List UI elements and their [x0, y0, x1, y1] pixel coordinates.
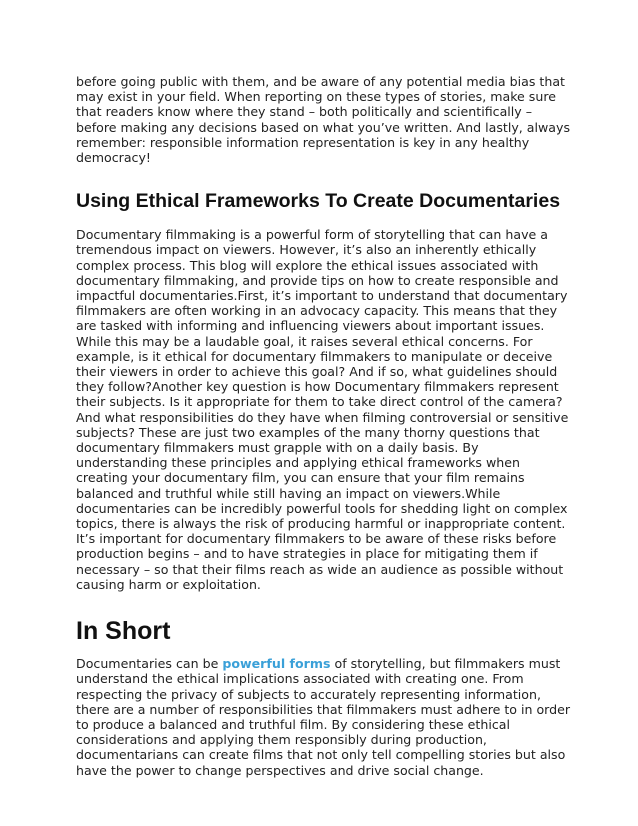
document-page [76, 74, 572, 778]
section-heading-frameworks: Using Ethical Frameworks To Create Documentaries [76, 190, 561, 213]
frameworks-paragraph: Documentary filmmaking is a powerful form of storytelling that can have a tremendous impact on viewers. However, it’s also an inherently ethically complex process. This blog will explore the ethical issues associated with documentary filmmaking, and provide tips on how to create responsible and impactful documentaries.First, it’s important to understand that documentary filmmakers are often working in an advocacy capacity. This means that they are tasked with informing and influencing viewers about important issues. While this may be a laudable goal, it raises several ethical concerns. For example, is it ethical for documentary filmmakers to manipulate or deceive their viewers in order to achieve this goal? And if so, what guidelines should they follow?Another key question is how Documentary filmmakers represent their subjects. Is it appropriate for them to take direct control of the camera? And what responsibilities do they have when filming controversial or sensitive subjects? These are just two examples of the many thorny questions that documentary filmmakers must grapple with on a daily basis. By understanding these principles and applying ethical frameworks when creating your documentary film, you can ensure that your film remains balanced and truthful while still having an impact on viewers.While documentaries can be incredibly powerful tools for shedding light on complex topics, there is always the risk of producing harmful or inappropriate content. It’s important for documentary filmmakers to be aware of these risks before production begins – and to have strategies in place for mitigating them if necessary – so that their films reach as wide an audience as possible without causing harm or exploitation. [76, 227, 569, 592]
in-short-text-before-link: Documentaries can be [76, 656, 223, 672]
in-short-text-after-link: of storytelling, but filmmakers must understand the ethical implications associated with creating one. From respecting the privacy of subjects to accurately representing information, there are a number of responsibilities that filmmakers must adhere to in order to produce a balanced and truthful film. By considering these ethical considerations and applying them responsibly during production, documentarians can create films that not only tell compelling stories but also have the power to change perspectives and drive social change. [76, 656, 571, 778]
section-heading-in-short: In Short [76, 617, 171, 646]
powerful-forms-link[interactable]: powerful forms [222, 656, 331, 672]
intro-paragraph: before going public with them, and be aware of any potential media bias that may exist in your field. When reporting on these types of stories, make sure that readers know where they stand – both politically and scientifically – before making any decisions based on what you’ve written. And lastly, always remember: responsible information representation is key in any healthy democracy! [76, 74, 571, 166]
in-short-paragraph [76, 656, 572, 778]
